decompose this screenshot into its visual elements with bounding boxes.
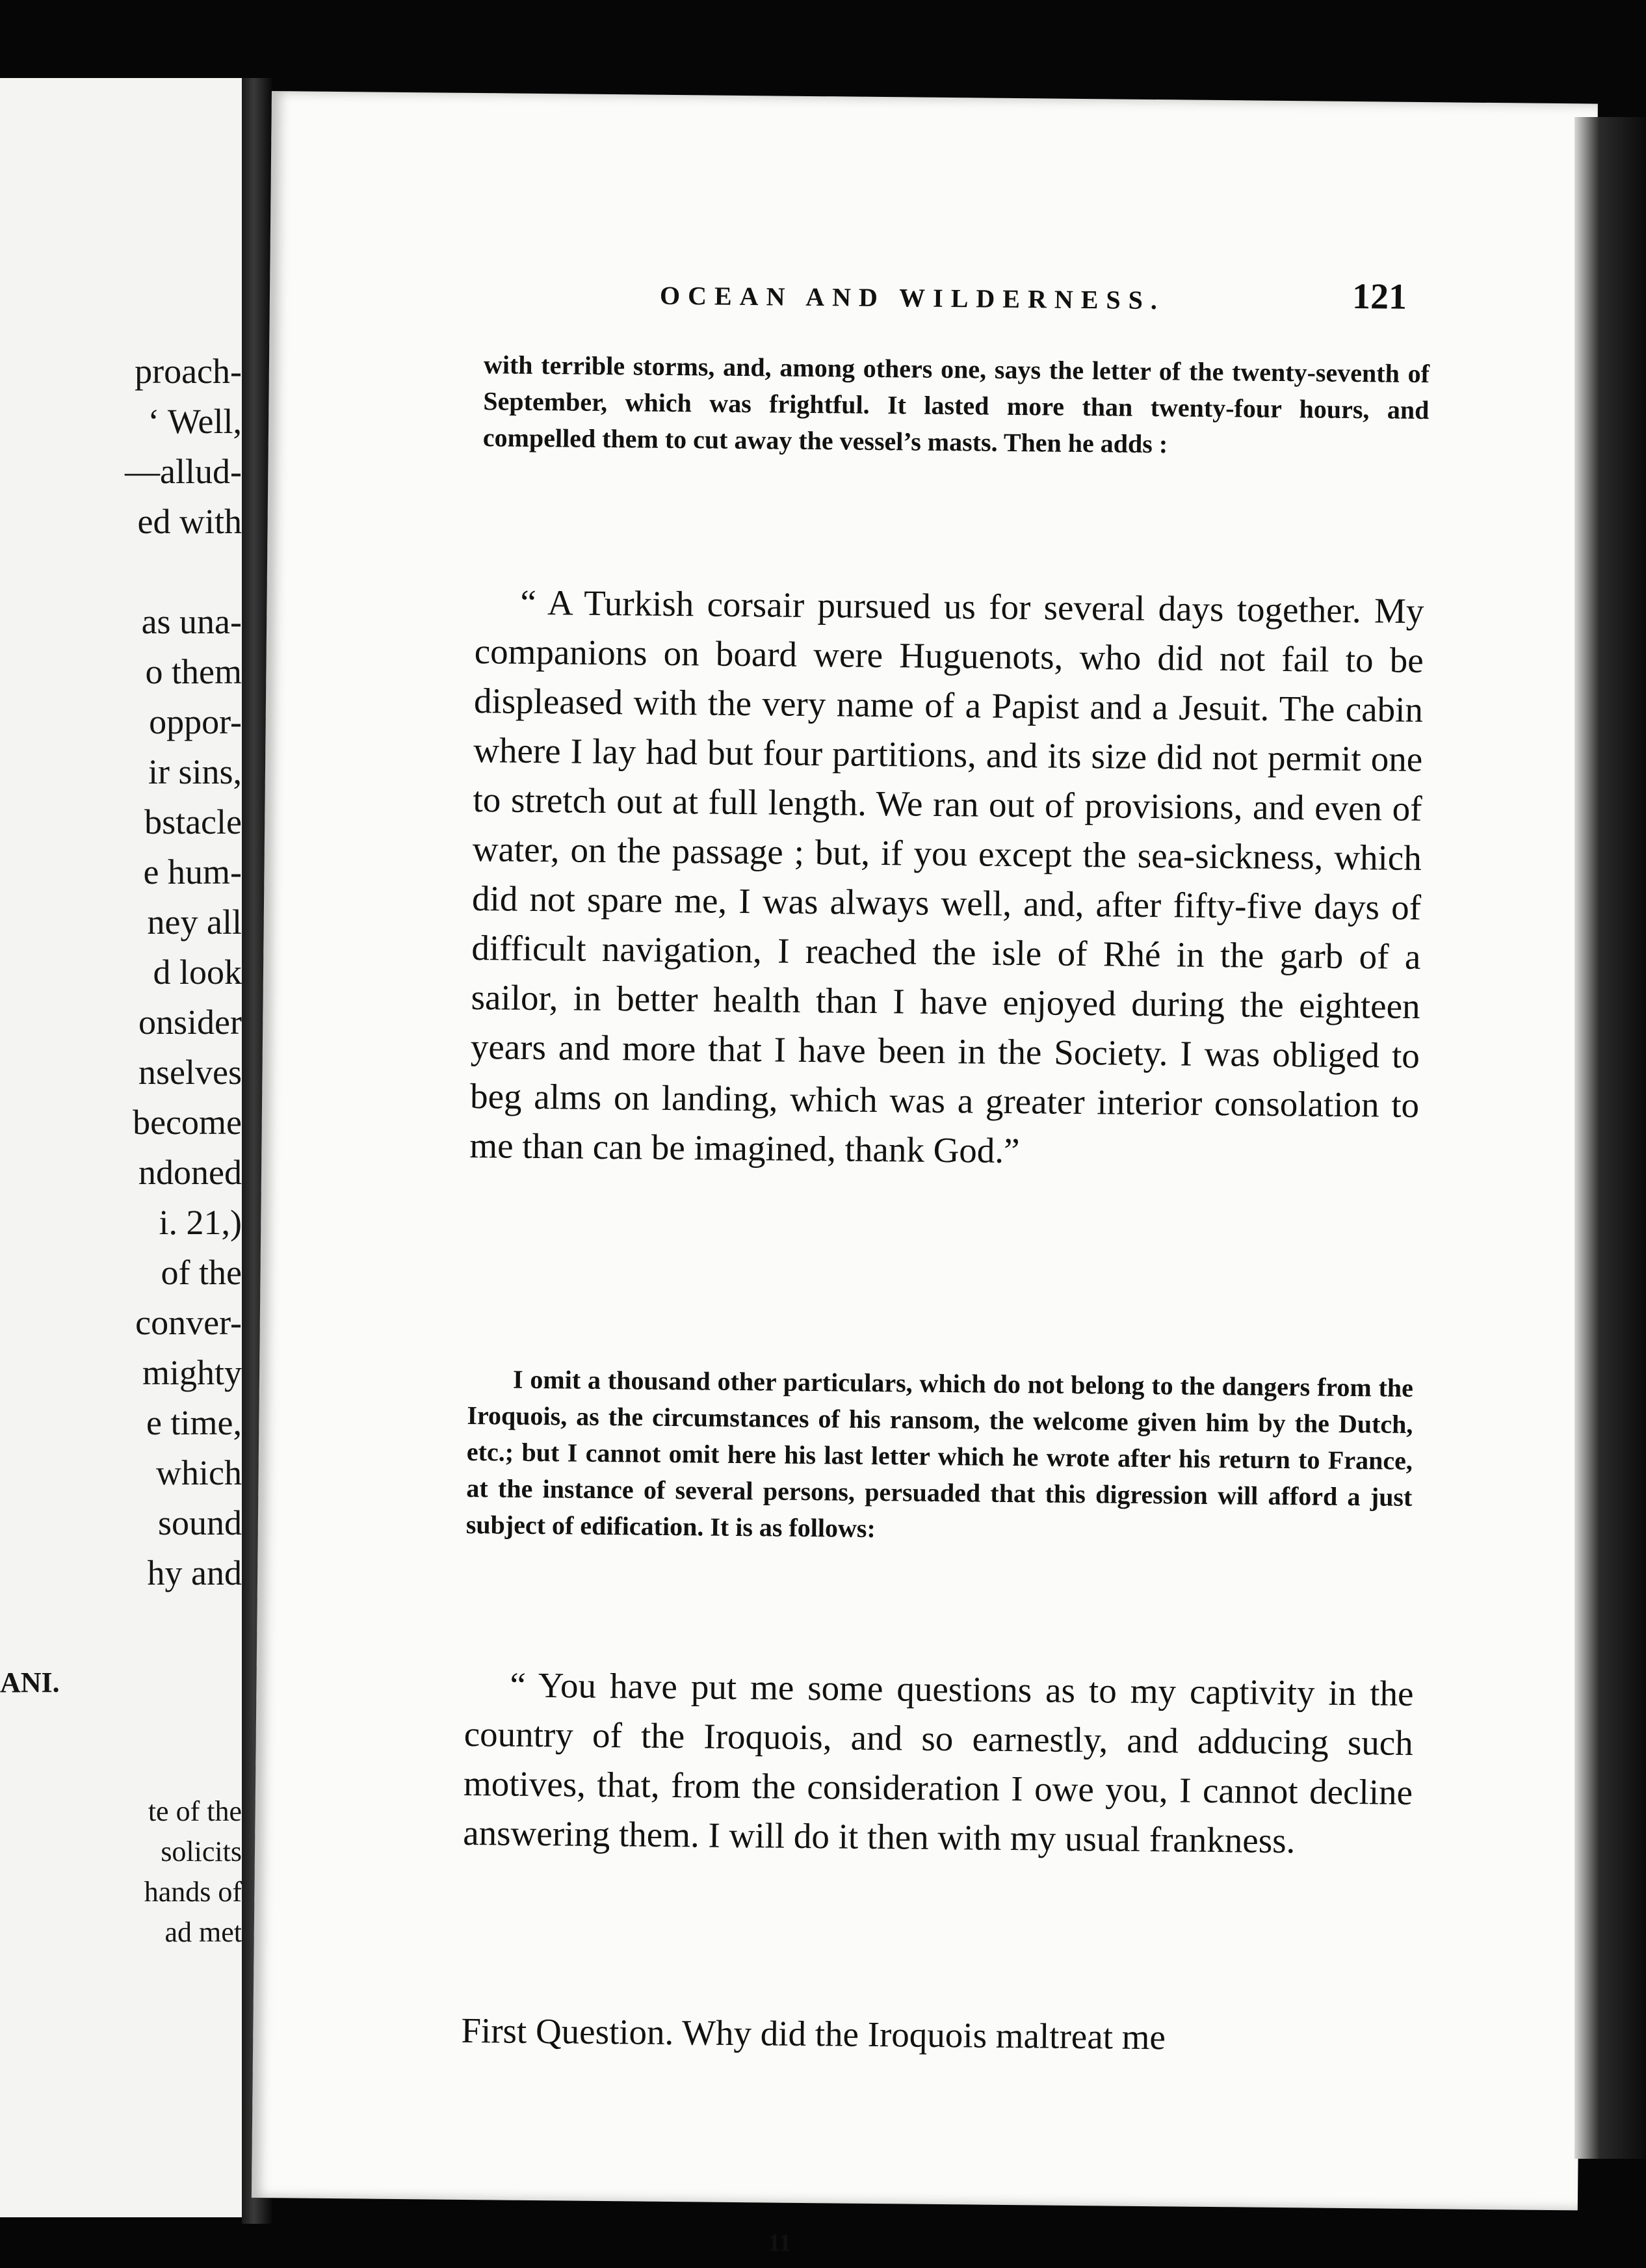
right-page bbox=[252, 91, 1598, 2257]
left-line: d look bbox=[153, 953, 242, 992]
left-footnote-line: hands of bbox=[144, 1876, 242, 1908]
left-line: oppor- bbox=[149, 702, 242, 741]
first-question: First Question. Why did the Iroquois maltreat me bbox=[461, 2010, 1166, 2057]
paragraph-omission bbox=[466, 1361, 1414, 1552]
left-line: hy and bbox=[147, 1553, 242, 1592]
left-line: ndoned bbox=[138, 1153, 242, 1192]
left-line: as una- bbox=[141, 602, 242, 641]
left-line: ed with bbox=[137, 502, 242, 541]
left-line: e time, bbox=[146, 1403, 242, 1442]
left-line: which bbox=[156, 1453, 242, 1492]
left-line: i. 21,) bbox=[159, 1203, 242, 1242]
left-line: mighty bbox=[142, 1353, 242, 1392]
left-line: conver- bbox=[135, 1303, 242, 1342]
left-line: proach- bbox=[135, 352, 242, 391]
paragraph-omission-text: I omit a thousand other particulars, which do not belong to the dangers from the Iroquois, as the circumstances of his ransom, the welcome given him by the Dutch, etc.; but I cannot omit here his last letter which he wrote after his return to France, at the instance of several persons, persuaded that this digression will afford a just subject of edification. It is as follows: bbox=[465, 1364, 1414, 1544]
left-line: ‘ Well, bbox=[148, 402, 242, 441]
left-line: sound bbox=[157, 1503, 242, 1542]
quote-voyage-text: “ A Turkish corsair pursued us for several days together. My companions on board were Huguenots, who did not fail to be displeased with the very name of a Papist and a Jesuit. The cabin where I lay had but four partitions, and its size did not permit one to stretch out at full length. We ran out of provisions, and even of water, on the passage ; but, if you except the sea-sickness, which did not spare me, I was always well, and, after fifty-five days of difficult navigation, I reached the isle of Rhé in the garb of a sailor, in better health than I have enjoyed during the eighteen years and more that I have been in the Society. I was obliged to beg alms on landing, which was a greater interior consolation to me than can be imagined, thank God.” bbox=[469, 582, 1424, 1171]
page-number: 121 bbox=[1352, 276, 1407, 317]
left-footnote-line: ad met bbox=[164, 1916, 242, 1948]
left-line: ir sins, bbox=[148, 752, 242, 791]
left-line: o them bbox=[145, 652, 242, 691]
left-footnote-line: te of the bbox=[148, 1795, 242, 1827]
left-line: —allud- bbox=[125, 452, 242, 491]
quote-voyage bbox=[469, 577, 1424, 1180]
left-signature: ANI. bbox=[0, 1667, 60, 1698]
page-edge-shadow bbox=[1574, 117, 1646, 2159]
quote-letter-text: “ You have put me some questions as to my captivity in the country of the Iroquois, and so earnestly, and adducing such motives, that, from the consideration I owe you, I cannot decline answering them. I will do it then with my usual frankness. bbox=[463, 1665, 1414, 1861]
running-head: OCEAN AND WILDERNESS. bbox=[659, 280, 1166, 315]
left-line: ney all bbox=[147, 903, 242, 942]
left-line: bstacle bbox=[144, 802, 242, 841]
left-line: nselves bbox=[138, 1053, 242, 1092]
left-line: onsider bbox=[138, 1003, 242, 1042]
paragraph-intro-text: with terrible storms, and, among others one, says the letter of the twenty-seventh of September, which was frightful. It lasted more than twenty-four hours, and compelled them to cut away the vessel’s masts. Then he adds : bbox=[482, 350, 1430, 459]
paragraph-intro bbox=[483, 347, 1430, 465]
left-line: e hum- bbox=[143, 852, 242, 891]
quote-letter bbox=[463, 1660, 1414, 1867]
left-footnote-line: solicits bbox=[161, 1836, 242, 1867]
signature-mark: 11 bbox=[768, 2229, 792, 2257]
left-line: become bbox=[133, 1103, 242, 1142]
left-facing-page bbox=[0, 78, 246, 2217]
left-line: of the bbox=[161, 1253, 242, 1292]
